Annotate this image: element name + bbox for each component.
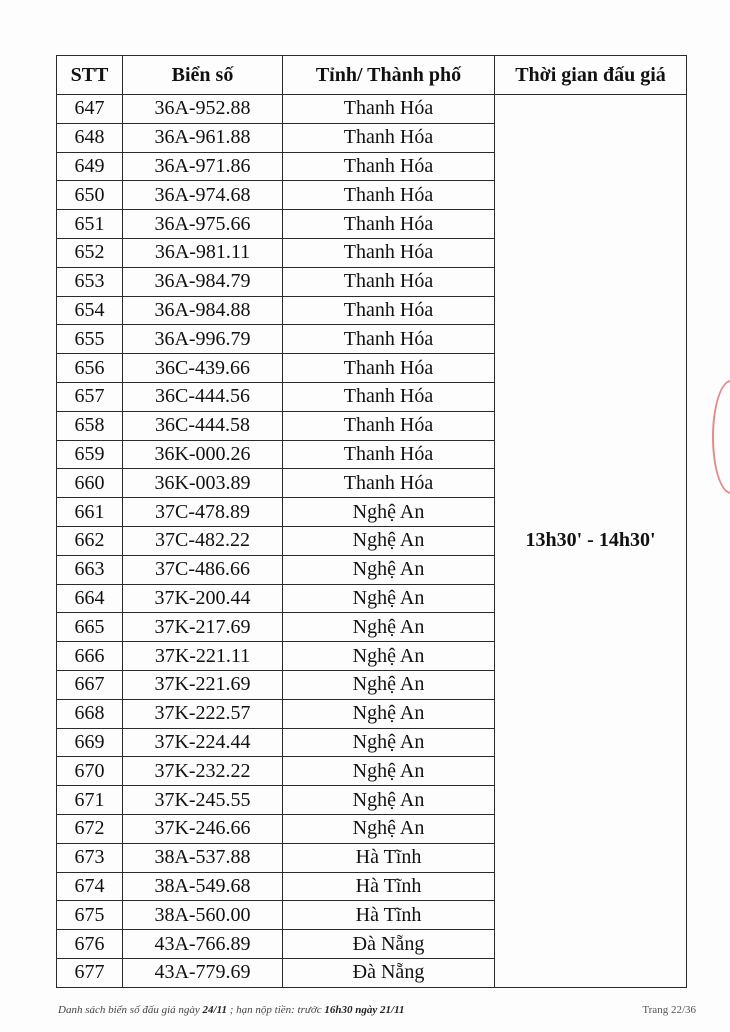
cell-province: Nghệ An xyxy=(283,613,495,642)
cell-province: Thanh Hóa xyxy=(283,95,495,124)
cell-stt: 668 xyxy=(57,699,123,728)
cell-province: Thanh Hóa xyxy=(283,354,495,383)
cell-stt: 654 xyxy=(57,296,123,325)
footer-prefix: Danh sách biển số đấu giá ngày xyxy=(58,1004,203,1016)
cell-plate: 36C-444.56 xyxy=(123,382,283,411)
footer-date: 24/11 xyxy=(202,1004,227,1016)
cell-stt: 653 xyxy=(57,267,123,296)
cell-auction-time: 13h30' - 14h30' xyxy=(495,95,687,988)
cell-province: Thanh Hóa xyxy=(283,382,495,411)
cell-stt: 677 xyxy=(57,958,123,987)
cell-stt: 650 xyxy=(57,181,123,210)
cell-province: Đà Nẵng xyxy=(283,958,495,987)
cell-province: Thanh Hóa xyxy=(283,210,495,239)
cell-province: Thanh Hóa xyxy=(283,469,495,498)
page-number: Trang 22/36 xyxy=(642,1004,696,1016)
cell-plate: 37C-478.89 xyxy=(123,498,283,527)
cell-stt: 651 xyxy=(57,210,123,239)
cell-stt: 671 xyxy=(57,786,123,815)
cell-stt: 663 xyxy=(57,555,123,584)
cell-province: Nghệ An xyxy=(283,642,495,671)
cell-plate: 37C-486.66 xyxy=(123,555,283,584)
cell-province: Hà Tĩnh xyxy=(283,901,495,930)
cell-stt: 674 xyxy=(57,872,123,901)
cell-plate: 36A-971.86 xyxy=(123,152,283,181)
cell-plate: 37C-482.22 xyxy=(123,526,283,555)
cell-stt: 652 xyxy=(57,238,123,267)
header-time: Thời gian đấu giá xyxy=(495,56,687,95)
cell-province: Nghệ An xyxy=(283,786,495,815)
cell-stt: 649 xyxy=(57,152,123,181)
cell-province: Thanh Hóa xyxy=(283,267,495,296)
cell-province: Nghệ An xyxy=(283,757,495,786)
cell-stt: 670 xyxy=(57,757,123,786)
cell-plate: 37K-245.55 xyxy=(123,786,283,815)
cell-plate: 37K-224.44 xyxy=(123,728,283,757)
header-plate: Biển số xyxy=(123,56,283,95)
cell-stt: 659 xyxy=(57,440,123,469)
cell-stt: 647 xyxy=(57,95,123,124)
header-province: Tỉnh/ Thành phố xyxy=(283,56,495,95)
cell-province: Nghệ An xyxy=(283,498,495,527)
cell-province: Thanh Hóa xyxy=(283,123,495,152)
cell-plate: 37K-221.11 xyxy=(123,642,283,671)
cell-plate: 36C-444.58 xyxy=(123,411,283,440)
cell-plate: 37K-222.57 xyxy=(123,699,283,728)
cell-plate: 37K-221.69 xyxy=(123,670,283,699)
cell-stt: 656 xyxy=(57,354,123,383)
cell-stt: 672 xyxy=(57,814,123,843)
cell-stt: 666 xyxy=(57,642,123,671)
cell-province: Nghệ An xyxy=(283,728,495,757)
cell-province: Thanh Hóa xyxy=(283,181,495,210)
cell-province: Nghệ An xyxy=(283,670,495,699)
cell-province: Thanh Hóa xyxy=(283,152,495,181)
cell-plate: 37K-232.22 xyxy=(123,757,283,786)
cell-stt: 661 xyxy=(57,498,123,527)
cell-stt: 673 xyxy=(57,843,123,872)
cell-stt: 669 xyxy=(57,728,123,757)
cell-province: Hà Tĩnh xyxy=(283,843,495,872)
table-header-row xyxy=(57,56,687,95)
cell-province: Thanh Hóa xyxy=(283,325,495,354)
cell-plate: 36A-952.88 xyxy=(123,95,283,124)
cell-plate: 38A-537.88 xyxy=(123,843,283,872)
cell-province: Thanh Hóa xyxy=(283,296,495,325)
cell-plate: 36A-996.79 xyxy=(123,325,283,354)
cell-stt: 676 xyxy=(57,930,123,959)
cell-plate: 36K-003.89 xyxy=(123,469,283,498)
cell-stt: 655 xyxy=(57,325,123,354)
cell-stt: 662 xyxy=(57,526,123,555)
cell-plate: 37K-217.69 xyxy=(123,613,283,642)
cell-plate: 36A-975.66 xyxy=(123,210,283,239)
plate-table xyxy=(56,55,687,988)
cell-plate: 37K-200.44 xyxy=(123,584,283,613)
table-body xyxy=(57,95,687,988)
cell-stt: 648 xyxy=(57,123,123,152)
cell-plate: 36K-000.26 xyxy=(123,440,283,469)
red-stamp-partial xyxy=(712,380,730,494)
cell-plate: 36A-961.88 xyxy=(123,123,283,152)
cell-plate: 36C-439.66 xyxy=(123,354,283,383)
cell-province: Hà Tĩnh xyxy=(283,872,495,901)
cell-plate: 38A-560.00 xyxy=(123,901,283,930)
footer-note xyxy=(58,1004,404,1016)
footer-deadline: 16h30 ngày 21/11 xyxy=(324,1004,405,1016)
cell-stt: 664 xyxy=(57,584,123,613)
cell-province: Nghệ An xyxy=(283,526,495,555)
cell-plate: 36A-974.68 xyxy=(123,181,283,210)
cell-stt: 658 xyxy=(57,411,123,440)
cell-plate: 37K-246.66 xyxy=(123,814,283,843)
cell-stt: 660 xyxy=(57,469,123,498)
header-stt: STT xyxy=(57,56,123,95)
cell-plate: 43A-779.69 xyxy=(123,958,283,987)
cell-province: Nghệ An xyxy=(283,699,495,728)
cell-stt: 667 xyxy=(57,670,123,699)
cell-province: Thanh Hóa xyxy=(283,440,495,469)
cell-province: Nghệ An xyxy=(283,555,495,584)
cell-plate: 36A-981.11 xyxy=(123,238,283,267)
cell-stt: 665 xyxy=(57,613,123,642)
cell-province: Thanh Hóa xyxy=(283,238,495,267)
cell-plate: 36A-984.88 xyxy=(123,296,283,325)
cell-province: Nghệ An xyxy=(283,584,495,613)
table-row xyxy=(57,95,687,124)
cell-province: Nghệ An xyxy=(283,814,495,843)
cell-province: Thanh Hóa xyxy=(283,411,495,440)
cell-stt: 675 xyxy=(57,901,123,930)
cell-stt: 657 xyxy=(57,382,123,411)
footer-middle: ; hạn nộp tiền: trước xyxy=(226,1004,325,1016)
cell-plate: 38A-549.68 xyxy=(123,872,283,901)
cell-plate: 36A-984.79 xyxy=(123,267,283,296)
cell-province: Đà Nẵng xyxy=(283,930,495,959)
cell-plate: 43A-766.89 xyxy=(123,930,283,959)
